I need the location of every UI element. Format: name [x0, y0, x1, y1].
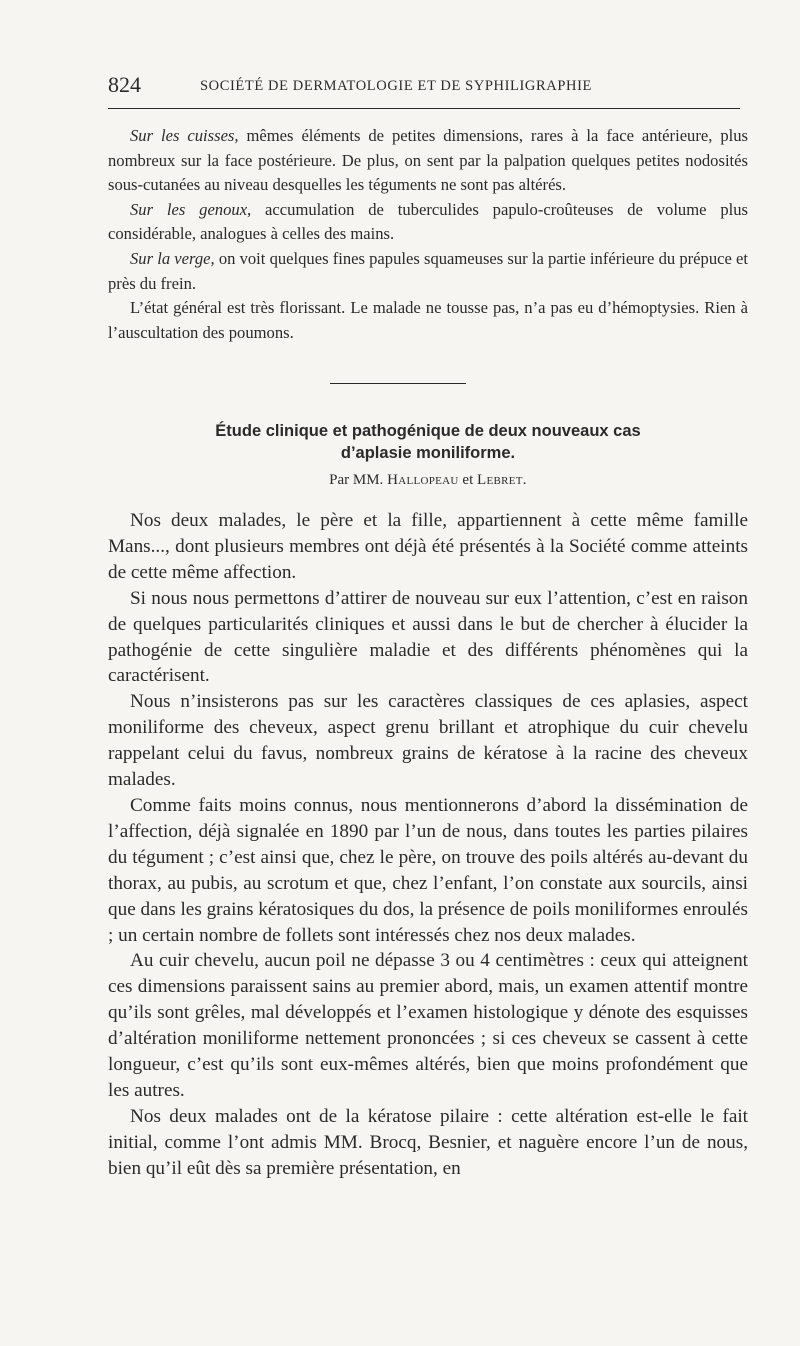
header-rule — [108, 108, 740, 109]
byline-and: et — [462, 472, 474, 488]
paragraph-lead: Sur les genoux, — [130, 199, 252, 219]
section-separator — [330, 383, 466, 384]
body-paragraph: Nos deux malades ont de la kératose pilaire : cette altération est-elle le fait initial, comme l’ont admis MM. Brocq, Besnier, et naguère encore l’un de nous, bien qu’il eût dès sa première présentation, en — [108, 1105, 748, 1179]
author-name: Hallopeau — [387, 472, 459, 488]
author-name: Lebret. — [476, 472, 527, 488]
paragraph-text: mêmes éléments de petites dimensions, rares à la face antérieure, plus nombreux sur la face postérieure. De plus, on sent par la palpation quelques petites nodosités sous-cutanées au niveau desquelles les téguments ne sont pas altérés. — [108, 126, 748, 195]
body-paragraph: Au cuir chevelu, aucun poil ne dépasse 3 ou 4 centimètres : ceux qui atteignent ces dimensions paraissent sains au premier abord, mais, un examen attentif montre qu’ils sont grêles, mal développés et l’examen histologique y dénote des esquisses d’altération moniliforme nettement prononcées ; si ces cheveux se cassent à cette longueur, c’est qu’ils sont eux-mêmes altérés, bien que moins profondément que les autres. — [108, 950, 748, 1101]
article-title — [108, 420, 748, 464]
page-header — [108, 72, 748, 102]
body-paragraph: Si nous nous permettons d’attirer de nouveau sur eux l’attention, c’est en raison de quelques particularités cliniques et aussi dans le but de chercher à élucider la pathogénie de cette singulière maladie et des différents phénomènes qui la caractérisent. — [108, 587, 748, 687]
article-title-line-2: d’aplasie moniliforme. — [340, 444, 516, 462]
preceding-text — [108, 124, 748, 345]
paragraph-lead: Sur la verge, — [130, 248, 215, 268]
body-paragraph: Nous n’insisterons pas sur les caractères classiques de ces aplasies, aspect moniliforme des cheveux, aspect grenu brillant et atrophique du cuir chevelu rappelant celui du favus, nombreux grains de kératose à la racine des cheveux malades. — [108, 691, 748, 791]
byline-prefix: Par MM. — [329, 472, 384, 488]
page-number: 824 — [108, 72, 141, 97]
paragraph-cuisses — [108, 124, 748, 198]
article-body — [108, 508, 748, 1182]
article-title-line-1: Étude clinique et pathogénique de deux nouveaux cas — [215, 422, 641, 440]
paragraph-verge — [108, 247, 748, 296]
article-byline — [108, 472, 748, 489]
paragraph-text: accumulation de tuberculides papulo-croûteuses de volume plus considérable, analogues à celles des mains. — [108, 199, 748, 244]
paragraph-etat-general — [108, 296, 748, 345]
body-paragraph: Nos deux malades, le père et la fille, appartiennent à cette même famille Mans..., dont plusieurs membres ont déjà été présentés à la Société comme atteints de cette même affection. — [108, 510, 748, 583]
paragraph-text: on voit quelques fines papules squameuses sur la partie inférieure du prépuce et près du frein. — [108, 248, 748, 293]
body-paragraph: Comme faits moins connus, nous mentionnerons d’abord la dissémination de l’affection, déjà signalée en 1890 par l’un de nous, dans toutes les parties pilaires du tégument ; c’est ainsi que, chez le père, on trouve des poils altérés au-devant du thorax, au pubis, au scrotum et que, chez l’enfant, l’on constate aux sourcils, ainsi que dans les grains kératosiques du dos, la présence de poils moniliformes enroulés ; un certain nombre de follets sont intéressés chez nos deux malades. — [108, 794, 748, 946]
paragraph-lead: Sur les cuisses, — [130, 126, 239, 145]
paragraph-text: L’état général est très florissant. Le malade ne tousse pas, n’a pas eu d’hémoptysies. Rien à l’auscultation des poumons. — [108, 298, 748, 342]
paragraph-genoux — [108, 198, 748, 247]
running-title: SOCIÉTÉ DE DERMATOLOGIE ET DE SYPHILIGRAPHIE — [200, 78, 592, 94]
